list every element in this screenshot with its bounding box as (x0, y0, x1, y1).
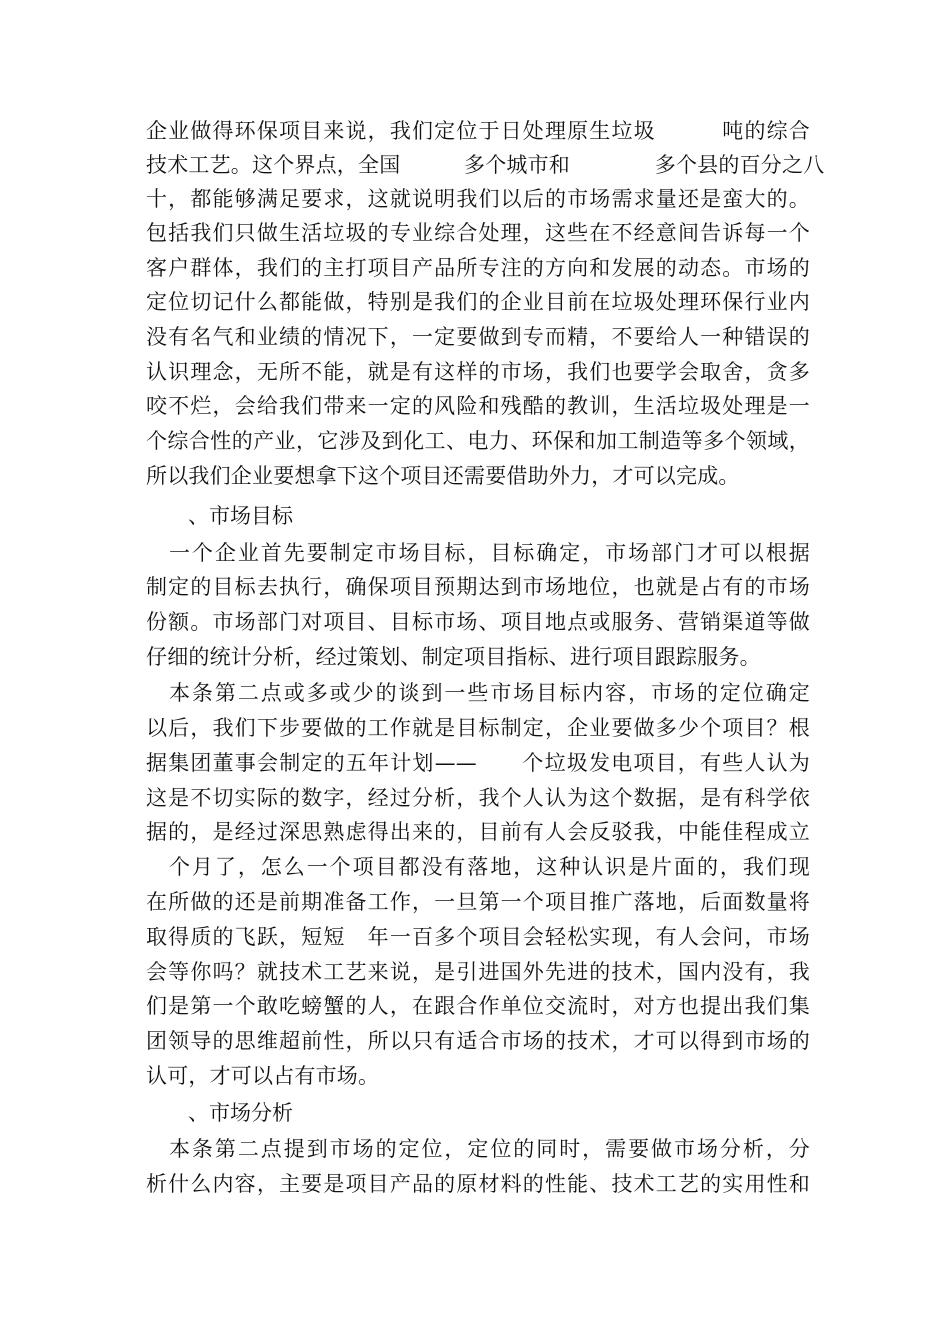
paragraph-line: 包括我们只做生活垃圾的专业综合处理，这些在不经意间告诉每一个 (146, 221, 810, 245)
paragraph-line: 团领导的思维超前性，所以只有适合市场的技术，才可以得到市场的 (146, 1029, 810, 1053)
section-heading: 、市场分析 (188, 1101, 293, 1125)
paragraph-line: 认识理念，无所不能，就是有这样的市场，我们也要学会取舍，贪多 (146, 360, 810, 384)
paragraph-line: 没有名气和业绩的情况下，一定要做到专而精，不要给人一种错误的 (146, 325, 810, 349)
paragraph-line: 一个企业首先要制定市场目标，目标确定，市场部门才可以根据 (146, 541, 810, 565)
section-heading: 、市场目标 (188, 504, 293, 528)
paragraph-line: 客户群体，我们的主打项目产品所专注的方向和发展的动态。市场的 (146, 256, 810, 280)
paragraph-line: 以后，我们下步要做的工作就是目标制定，企业要做多少个项目？根 (146, 716, 810, 740)
paragraph-line: 个综合性的产业，它涉及到化工、电力、环保和加工制造等多个领域， (146, 429, 810, 453)
paragraph-line: 这是不切实际的数字，经过分析，我个人认为这个数据，是有科学依 (146, 786, 810, 810)
paragraph-line: 仔细的统计分析，经过策划、制定项目指标、进行项目跟踪服务。 (146, 645, 761, 669)
paragraph-line: 十，都能够满足要求，这就说明我们以后的市场需求量还是蛮大的。 (146, 187, 810, 211)
paragraph-line: 本条第二点或多或少的谈到一些市场目标内容，市场的定位确定 (146, 681, 810, 705)
paragraph-line: 所以我们企业要想拿下这个项目还需要借助外力，才可以完成。 (146, 464, 740, 488)
paragraph-line: 定位切记什么都能做，特别是我们的企业目前在垃圾处理环保行业内 (146, 290, 810, 314)
paragraph-line: 取得质的飞跃，短短 年一百多个项目会轻松实现，有人会问，市场 (146, 925, 810, 949)
paragraph-line: 个月了，怎么一个项目都没有落地，这种认识是片面的，我们现 (146, 855, 810, 879)
paragraph-line: 企业做得环保项目来说，我们定位于日处理原生垃圾 吨的综合 (146, 119, 810, 143)
paragraph-line: 在所做的还是前期准备工作，一旦第一个项目推广落地，后面数量将 (146, 890, 810, 914)
paragraph-line: 们是第一个敢吃螃蟹的人，在跟合作单位交流时，对方也提出我们集 (146, 994, 810, 1018)
paragraph-line: 咬不烂，会给我们带来一定的风险和残酷的教训，生活垃圾处理是一 (146, 394, 810, 418)
paragraph-line: 技术工艺。这个界点，全国 多个城市和 多个县的百分之八 (146, 153, 825, 177)
paragraph-line: 据集团董事会制定的五年计划—— 个垃圾发电项目，有些人认为 (146, 751, 810, 775)
paragraph-line: 据的，是经过深思熟虑得出来的，目前有人会反驳我，中能佳程成立 (146, 820, 810, 844)
paragraph-line: 析什么内容，主要是项目产品的原材料的性能、技术工艺的实用性和 (146, 1172, 810, 1196)
paragraph-line: 制定的目标去执行，确保项目预期达到市场地位，也就是占有的市场 (146, 575, 810, 599)
paragraph-line: 份额。市场部门对项目、目标市场、项目地点或服务、营销渠道等做 (146, 610, 810, 634)
paragraph-line: 会等你吗？就技术工艺来说，是引进国外先进的技术，国内没有，我 (146, 960, 810, 984)
paragraph-line: 认可，才可以占有市场。 (146, 1064, 380, 1088)
paragraph-line: 本条第二点提到市场的定位，定位的同时，需要做市场分析，分 (146, 1137, 810, 1161)
